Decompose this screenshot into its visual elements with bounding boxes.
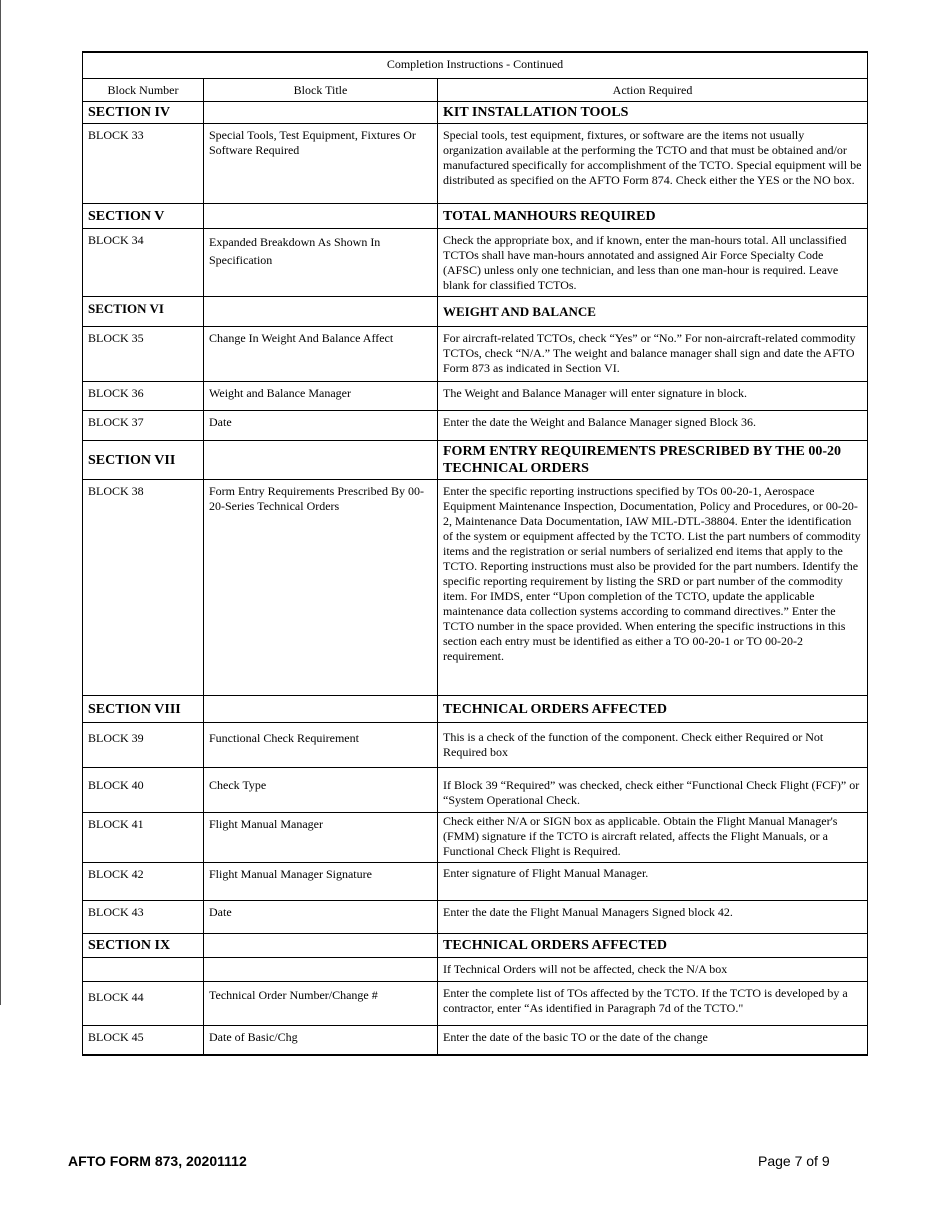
action-required: This is a check of the function of the component. Check either Required or Not Required box [438, 723, 868, 768]
completion-instructions-table [82, 51, 868, 1056]
table-row [83, 102, 868, 124]
block-number: BLOCK 36 [83, 382, 204, 411]
section-title [204, 297, 438, 327]
table-row [83, 327, 868, 382]
section-label: SECTION VI [83, 297, 204, 327]
block-title: Check Type [204, 768, 438, 813]
table-row [83, 723, 868, 768]
block-number: BLOCK 37 [83, 411, 204, 441]
table-row [83, 297, 868, 327]
block-number: BLOCK 42 [83, 863, 204, 901]
table-row [83, 1026, 868, 1055]
block-number: BLOCK 40 [83, 768, 204, 813]
section-heading: FORM ENTRY REQUIREMENTS PRESCRIBED BY THE 00-20 TECHNICAL ORDERS [438, 441, 868, 480]
block-number: BLOCK 35 [83, 327, 204, 382]
action-required: Special tools, test equipment, fixtures, or software are the items not usually organization available at the performing the TCTO and that must be obtained and/or manufactured specifically for accomplishment of the TCTO. Special equipment will be distributed as specified on the AFTO Form 874. Check either the YES or the NO box. [438, 124, 868, 204]
section-title [204, 696, 438, 723]
block-title: Weight and Balance Manager [204, 382, 438, 411]
form-identifier: AFTO FORM 873, 20201112 [68, 1153, 247, 1169]
table-row [83, 863, 868, 901]
section-label: SECTION VIII [83, 696, 204, 723]
block-number: BLOCK 45 [83, 1026, 204, 1055]
block-title: Date of Basic/Chg [204, 1026, 438, 1055]
action-required: Enter signature of Flight Manual Manager. [438, 863, 868, 901]
section-title [204, 441, 438, 480]
page-number: Page 7 of 9 [758, 1153, 830, 1169]
table-row [83, 768, 868, 813]
block-number: BLOCK 38 [83, 480, 204, 696]
block-title: Form Entry Requirements Prescribed By 00-20-Series Technical Orders [204, 480, 438, 696]
section-heading: TECHNICAL ORDERS AFFECTED [438, 934, 868, 958]
section-label: SECTION IV [83, 102, 204, 124]
table-title: Completion Instructions - Continued [83, 52, 868, 79]
block-title [204, 958, 438, 982]
page-edge-line [0, 0, 1, 1005]
header-block-title: Block Title [204, 79, 438, 102]
section-label: SECTION VII [83, 441, 204, 480]
section-label: SECTION IX [83, 934, 204, 958]
header-action-required: Action Required [438, 79, 868, 102]
block-title: Expanded Breakdown As Shown In Specification [204, 229, 438, 297]
table-row [83, 229, 868, 297]
section-heading: WEIGHT AND BALANCE [438, 297, 868, 327]
action-required: If Technical Orders will not be affected, check the N/A box [438, 958, 868, 982]
action-required: If Block 39 “Required” was checked, check either “Functional Check Flight (FCF)” or “System Operational Check. [438, 768, 868, 813]
header-block-number: Block Number [83, 79, 204, 102]
table-row [83, 441, 868, 480]
table-row [83, 982, 868, 1026]
table-row [83, 696, 868, 723]
action-required: Check either N/A or SIGN box as applicable. Obtain the Flight Manual Manager's (FMM) signature if the TCTO is aircraft related, affects the Flight Manuals, or a Functional Check Flight is Required. [438, 813, 868, 863]
section-title [204, 204, 438, 229]
action-required: The Weight and Balance Manager will enter signature in block. [438, 382, 868, 411]
section-heading: KIT INSTALLATION TOOLS [438, 102, 868, 124]
block-number: BLOCK 43 [83, 901, 204, 934]
block-number [83, 958, 204, 982]
block-title: Special Tools, Test Equipment, Fixtures Or Software Required [204, 124, 438, 204]
table-row [83, 934, 868, 958]
table-row [83, 411, 868, 441]
action-required: For aircraft-related TCTOs, check “Yes” or “No.” For non-aircraft-related commodity TCTOs, check “N/A.” The weight and balance manager shall sign and date the AFTO Form 873 as indicated in Section VI. [438, 327, 868, 382]
block-number: BLOCK 39 [83, 723, 204, 768]
action-required: Enter the specific reporting instructions specified by TOs 00-20-1, Aerospace Equipment Maintenance Inspection, Documentation, Policy and Procedures, or 00-20-2, Maintenance Data Documentation, IAW MIL-DTL-38804. Enter the identification of the system or equipment affected by the TCTO. List the part numbers of commodity items and the registration or serial numbers of serialized end items that apply to the TCTO. Reporting instructions must also be provided for the part numbers. Identify the specific reporting requirement by listing the SRD or part number of the commodity item. For IMDS, enter “Upon completion of the TCTO, update the applicable maintenance data collection systems according to command directives.” Enter the TCTO number in the space provided. When entering the specific instructions in this section each entry must be identified as either a TO 00-20-1 or TO 00-20-2 requirement. [438, 480, 868, 696]
block-title: Flight Manual Manager [204, 813, 438, 863]
block-title: Technical Order Number/Change # [204, 982, 438, 1026]
action-required: Enter the date the Weight and Balance Manager signed Block 36. [438, 411, 868, 441]
block-title: Date [204, 411, 438, 441]
section-heading: TECHNICAL ORDERS AFFECTED [438, 696, 868, 723]
section-title [204, 934, 438, 958]
action-required: Enter the date the Flight Manual Managers Signed block 42. [438, 901, 868, 934]
block-number: BLOCK 41 [83, 813, 204, 863]
block-number: BLOCK 34 [83, 229, 204, 297]
block-number: BLOCK 44 [83, 982, 204, 1026]
block-number: BLOCK 33 [83, 124, 204, 204]
table-row [83, 124, 868, 204]
table-row [83, 204, 868, 229]
section-title [204, 102, 438, 124]
block-title: Functional Check Requirement [204, 723, 438, 768]
block-title: Change In Weight And Balance Affect [204, 327, 438, 382]
action-required: Check the appropriate box, and if known, enter the man-hours total. All unclassified TCTOs shall have man-hours annotated and assigned Air Force Specialty Code (AFSC) unless only one technician, and less than one man-hour is required. Leave blank for classified TCTOs. [438, 229, 868, 297]
block-title: Date [204, 901, 438, 934]
table-row [83, 901, 868, 934]
action-required: Enter the complete list of TOs affected by the TCTO. If the TCTO is developed by a contractor, enter “As identified in Paragraph 7d of the TCTO." [438, 982, 868, 1026]
table-row [83, 958, 868, 982]
section-heading: TOTAL MANHOURS REQUIRED [438, 204, 868, 229]
section-label: SECTION V [83, 204, 204, 229]
table-row [83, 480, 868, 696]
action-required: Enter the date of the basic TO or the date of the change [438, 1026, 868, 1055]
table-row [83, 813, 868, 863]
table-row [83, 382, 868, 411]
block-title: Flight Manual Manager Signature [204, 863, 438, 901]
